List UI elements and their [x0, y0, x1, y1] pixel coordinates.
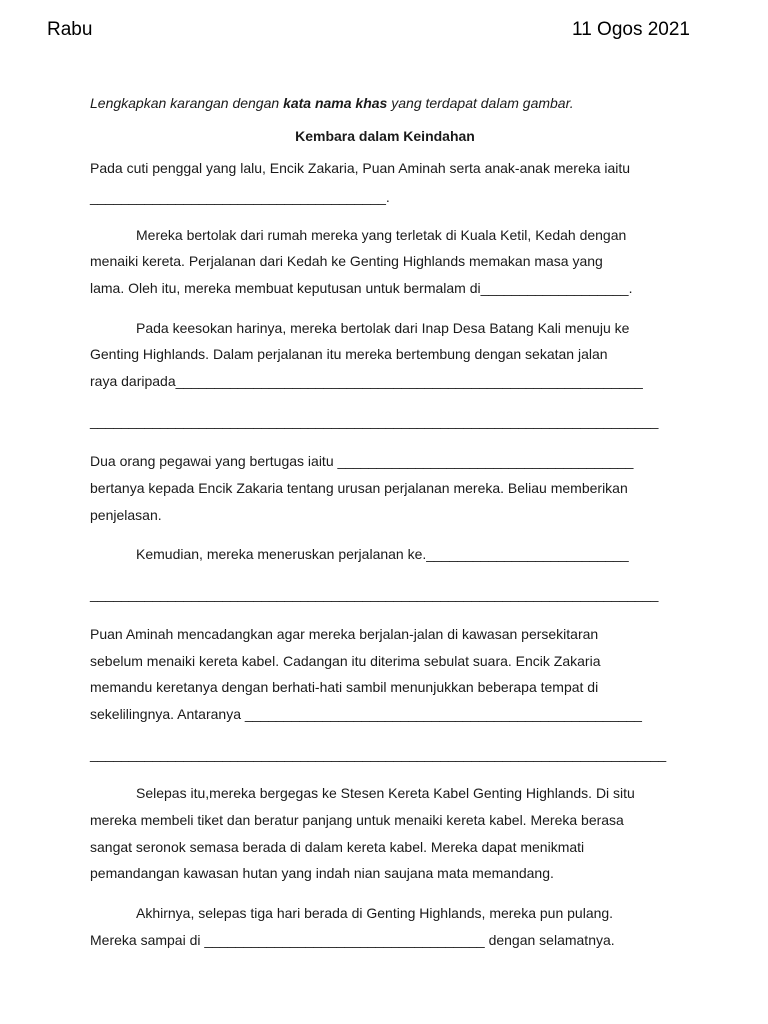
blank-line[interactable]: _________________________________________________________________________ — [90, 586, 659, 602]
text-line: Dua orang pegawai yang bertugas iaitu ______________________________________ — [90, 453, 634, 469]
text-line: Selepas itu,mereka bergegas ke Stesen Kereta Kabel Genting Highlands. Di situ — [136, 785, 635, 801]
text-line: Mereka sampai di ____________________________________ dengan selamatnya. — [90, 932, 615, 948]
text-line: sangat seronok semasa berada di dalam kereta kabel. Mereka dapat menikmati — [90, 839, 585, 855]
text-line: memandu keretanya dengan berhati-hati sambil menunjukkan beberapa tempat di — [90, 679, 599, 695]
header-date: 11 Ogos 2021 — [572, 19, 690, 40]
text-line: Pada cuti penggal yang lalu, Encik Zakaria, Puan Aminah serta anak-anak mereka iaitu — [90, 160, 631, 176]
instruction-emphasis: kata nama khas — [283, 95, 388, 111]
text-line: mereka membeli tiket dan beratur panjang untuk menaiki kereta kabel. Mereka berasa — [90, 812, 624, 828]
text-line: raya daripada____________________________________________________________ — [90, 373, 643, 389]
text-line: lama. Oleh itu, mereka membuat keputusan untuk bermalam di___________________. — [90, 280, 633, 296]
text-line: bertanya kepada Encik Zakaria tentang urusan perjalanan mereka. Beliau memberikan — [90, 480, 628, 496]
text-line: Pada keesokan harinya, mereka bertolak dari Inap Desa Batang Kali menuju ke — [136, 320, 630, 336]
blank-line[interactable]: ______________________________________. — [90, 189, 390, 205]
text-line: sekelilingnya. Antaranya ___________________________________________________ — [90, 706, 642, 722]
blank-line[interactable]: __________________________________________________________________________ — [90, 746, 667, 762]
text-line: pemandangan kawasan hutan yang indah nian saujana mata memandang. — [90, 865, 554, 881]
header-day: Rabu — [47, 19, 93, 40]
text-line: Genting Highlands. Dalam perjalanan itu mereka bertembung dengan sekatan jalan — [90, 346, 608, 362]
text-line: menaiki kereta. Perjalanan dari Kedah ke Genting Highlands memakan masa yang — [90, 253, 603, 269]
essay-title: Kembara dalam Keindahan — [295, 128, 475, 144]
text-line: Akhirnya, selepas tiga hari berada di Genting Highlands, mereka pun pulang. — [136, 905, 614, 921]
blank-line[interactable]: _________________________________________________________________________ — [90, 413, 659, 429]
text-line: Mereka bertolak dari rumah mereka yang terletak di Kuala Ketil, Kedah dengan — [136, 227, 627, 243]
text-line: sebelum menaiki kereta kabel. Cadangan itu diterima sebulat suara. Encik Zakaria — [90, 653, 601, 669]
text-line: penjelasan. — [90, 507, 162, 523]
text-line: Kemudian, mereka meneruskan perjalanan ke.__________________________ — [136, 546, 629, 562]
text-line: Puan Aminah mencadangkan agar mereka berjalan-jalan di kawasan persekitaran — [90, 626, 599, 642]
instruction: Lengkapkan karangan dengan kata nama khas yang terdapat dalam gambar. — [90, 95, 574, 111]
